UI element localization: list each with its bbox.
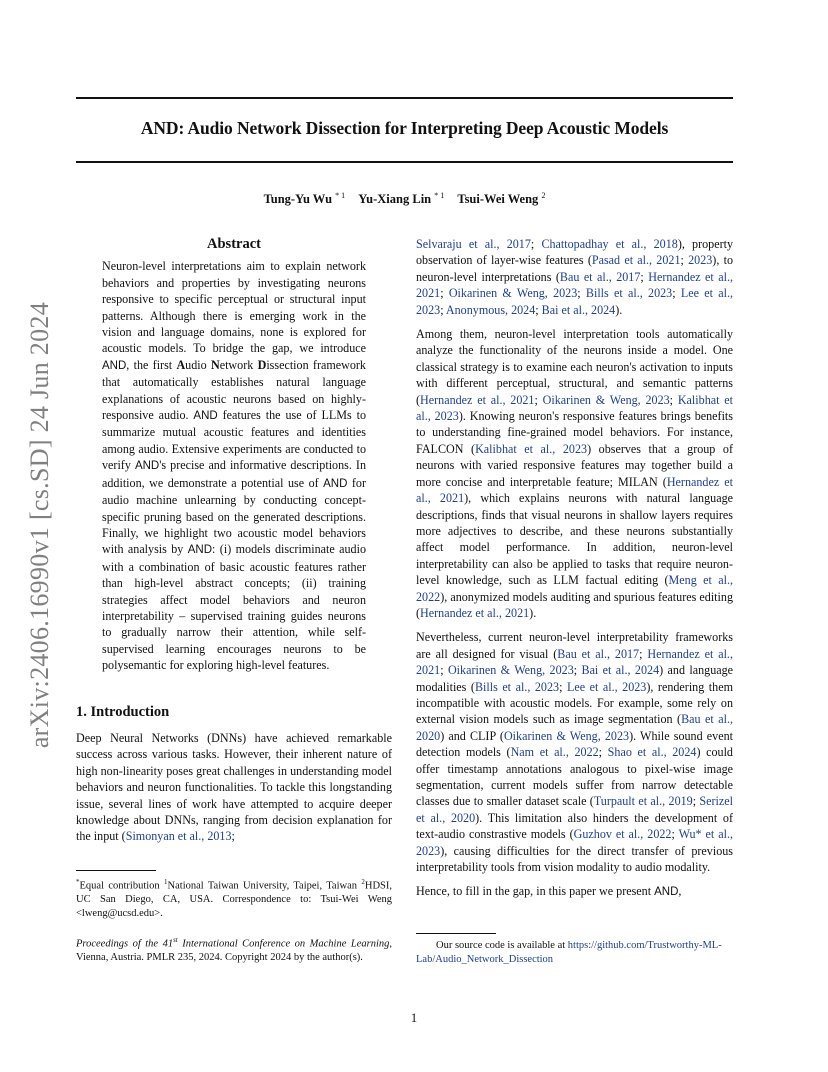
citation-link[interactable]: Oikarinen & Weng, 2023 xyxy=(542,392,670,407)
citation-link[interactable]: Lee et al., 2023 xyxy=(566,679,647,694)
code-link[interactable]: https://github.com/Trustworthy-ML-Lab/Audio_Network_Dissection xyxy=(416,940,722,965)
arxiv-id: arXiv:2406.16990v1 [cs.SD] 24 Jun 2024 xyxy=(25,301,54,749)
citation-link[interactable]: Guzhov et al., 2022 xyxy=(573,827,672,842)
citation-link[interactable]: Selvaraju et al., 2017 xyxy=(416,237,531,251)
arxiv-stamp xyxy=(20,290,60,760)
intro-paragraph: Deep Neural Networks (DNNs) have achieved remarkable success across various tasks. However, their inherent nature of high non-linearity poses great challenges in understanding model behaviors and neuron functionalities. To tackle this longstanding issue, several lines of work have attempted to acquire deeper knowledge about DNNs, ranging from decision explanation for the input (Simonyan et al., 2013; xyxy=(76,730,392,844)
footnotes xyxy=(76,870,392,965)
citation-link[interactable]: 2023 xyxy=(688,253,713,268)
paragraph: Selvaraju et al., 2017; Chattopadhay et al., 2018), property observation of layer-wise features (Pasad et al., 2021; 2023), to neuron-level interpretations (Bau et al., 2017; Hernandez et al., 2021; Oikarinen & Weng, 2023; Bills et al., 2023; Lee et al., 2023; Anonymous, 2024; Bai et al., 2024). xyxy=(416,237,734,317)
citation-link[interactable]: Hernandez et al., 2021 xyxy=(420,605,530,620)
citation-link[interactable]: Chattopadhay et al., 2018 xyxy=(541,237,678,251)
section-heading-introduction: 1. Introduction xyxy=(76,703,170,720)
citation-link[interactable]: Bau et al., 2020 xyxy=(416,712,733,743)
citation-link[interactable]: Oikarinen & Weng, 2023 xyxy=(447,663,574,678)
paragraph: Hence, to fill in the gap, in this paper we present AND, xyxy=(416,884,682,899)
citation-link[interactable]: Kalibhat et al., 2023 xyxy=(416,392,733,424)
citation-link[interactable]: Hernandez et al., 2021 xyxy=(416,646,733,678)
citation-link[interactable]: Kalibhat et al., 2023 xyxy=(475,441,588,456)
citation-link[interactable]: Bills et al., 2023 xyxy=(474,679,560,694)
paragraph: Nevertheless, current neuron-level interpretability frameworks are all designed for visual (Bau et al., 2017; Hernandez et al., 2021; Oikarinen & Weng, 2023; Bai et al., 2024) and language modalities (Bills et al., 2023; Lee et al., 2023), rendering them incompatible with acoustic models. For example, some rely on external vision models such as image segmentation (Bau et al., 2020) and CLIP (Oikarinen & Weng, 2023). While sound event detection models (Nam et al., 2022; Shao et al., 2024) could offer timestamp annotations analogous to pixel-wise image segmentation, current models suffer from narrow detectable classes due to smaller dataset scale (Turpault et al., 2019; Serizel et al., 2020). This limitation also hinders the development of text-audio constrastive models (Guzhov et al., 2022; Wu* et al., 2023), causing difficulties for the direct transfer of previous interpretability tools from vision modality to audio modality. xyxy=(416,630,734,875)
footnote-rule xyxy=(416,933,496,934)
citation-link[interactable]: Bills et al., 2023 xyxy=(585,286,673,301)
and-name: AND xyxy=(102,359,127,372)
citation-link[interactable]: Nam et al., 2022 xyxy=(510,745,599,760)
citation-link[interactable]: Bai et al., 2024 xyxy=(541,302,616,317)
paragraph: Among them, neuron-level interpretation tools automatically analyze the functionality of the neurons inside a model. One classical strategy is to examine each neuron's activation to inputs with different perceptual, structural, and semantic patterns (Hernandez et al., 2021; Oikarinen & Weng, 2023; Kalibhat et al., 2023). Knowing neuron's responsive features brings benefits to understanding fine-grained model behaviors. For instance, FALCON (Kalibhat et al., 2023) observes that a group of neurons with varied responsive features may together build a more concise and interpretable feature; MILAN (Hernandez et al., 2021), which explains neurons with natural language descriptions, finds that visual neurons in shallow layers requires more adjectives to describe, and these neurons substantially affect model performance. In addition, neuron-level interpretability can also be applied to tasks that require neuron-level knowledge, such as LLM factual editing (Meng et al., 2022), anonymized models auditing and spurious features editing (Hernandez et al., 2021). xyxy=(416,327,734,620)
citation-link[interactable]: Bai et al., 2024 xyxy=(581,663,660,678)
code-footnote: Our source code is available at https://github.com/Trustworthy-ML-Lab/Audio_Network_Dissection xyxy=(416,933,733,966)
footnote-rule xyxy=(76,870,156,871)
citation-link[interactable]: Pasad et al., 2021 xyxy=(591,253,681,268)
and-name: AND xyxy=(193,410,218,423)
citation-link[interactable]: Oikarinen & Weng, 2023 xyxy=(448,286,578,301)
citation-link[interactable]: Hernandez et al., 2021 xyxy=(416,474,734,506)
citation-link[interactable]: Shao et al., 2024 xyxy=(607,745,697,760)
abstract-body: Neuron-level interpretations aim to explain network behaviors and properties by investigating neurons responsive to specific perceptual or structural input patterns. Although there is emerging work in the vision and language domains, none is explored for acoustic models. To bridge the gap, we introduce AND, the first Audio Network Dissection framework that automatically establishes natural language explanations of acoustic neurons based on highly-responsive audio. AND features the use of LLMs to summarize mutual acoustic features and identities among audio. Extensive experiments are conducted to verify AND's precise and informative descriptions. In addition, we demonstrate a potential use of AND for audio machine unlearning by conducting concept-specific pruning based on the generated descriptions. Finally, we highlight two acoustic model behaviors with analysis by AND: (i) models discriminate audio with a combination of basic acoustic features rather than high-level abstract concepts; (ii) training strategies affect model behaviors and neuron interpretability – supervised training guides neurons to gradually narrow their attention, while self-supervised learning encourages neurons to be polysemantic for exploring high-level features. xyxy=(102,259,367,673)
citation-link[interactable]: Lee et al., 2023 xyxy=(416,286,733,317)
citation-link[interactable]: Bau et al., 2017 xyxy=(559,269,641,284)
and-name: AND xyxy=(187,544,213,557)
citation-link[interactable]: Hernandez et al., 2021 xyxy=(420,392,535,407)
author: Tung-Yu Wu $^{* 1}$ xyxy=(263,191,346,207)
citation-link[interactable]: Turpault et al., 2019 xyxy=(593,794,693,809)
citation-link[interactable]: Simonyan et al., 2013 xyxy=(125,829,232,844)
and-name: AND xyxy=(654,886,679,899)
title-rule-bottom xyxy=(76,161,733,163)
and-name: AND xyxy=(323,477,348,490)
citation-link[interactable]: Anonymous, 2024 xyxy=(445,302,536,317)
author-list xyxy=(76,191,733,207)
author: Tsui-Wei Weng $^2$ xyxy=(457,191,546,207)
citation-link[interactable]: Wu* et al., 2023 xyxy=(416,827,733,858)
page-number: 1 xyxy=(410,1011,418,1025)
left-column xyxy=(76,236,392,853)
proceedings-note: Proceedings of the 41st International Conference on Machine Learning, Vienna, Austria. PMLR 235, 2024. Copyright 2024 by the author(s). xyxy=(76,936,392,963)
affiliation-footnote: *Equal contribution $^1$National Taiwan University, Taipei, Taiwan $^2$HDSI, UC San Diego, CA, USA. Correspondence to: Tsui-Wei Weng <lweng@ucsd.edu>. xyxy=(76,878,392,919)
citation-link[interactable]: Meng et al., 2022 xyxy=(416,573,734,604)
title-rule-top xyxy=(76,97,733,99)
right-column xyxy=(416,236,733,909)
citation-link[interactable]: Bau et al., 2017 xyxy=(557,646,640,661)
paper-title: AND: Audio Network Dissection for Interpreting Deep Acoustic Models xyxy=(140,118,669,138)
citation-link[interactable]: Serizel et al., 2020 xyxy=(416,794,733,825)
and-name: AND xyxy=(134,460,160,473)
author: Yu-Xiang Lin $^{* 1}$ xyxy=(358,191,445,207)
citation-link[interactable]: Hernandez et al., 2021 xyxy=(416,269,733,301)
abstract-heading: Abstract xyxy=(207,236,261,252)
citation-link[interactable]: Oikarinen & Weng, 2023 xyxy=(503,728,630,743)
